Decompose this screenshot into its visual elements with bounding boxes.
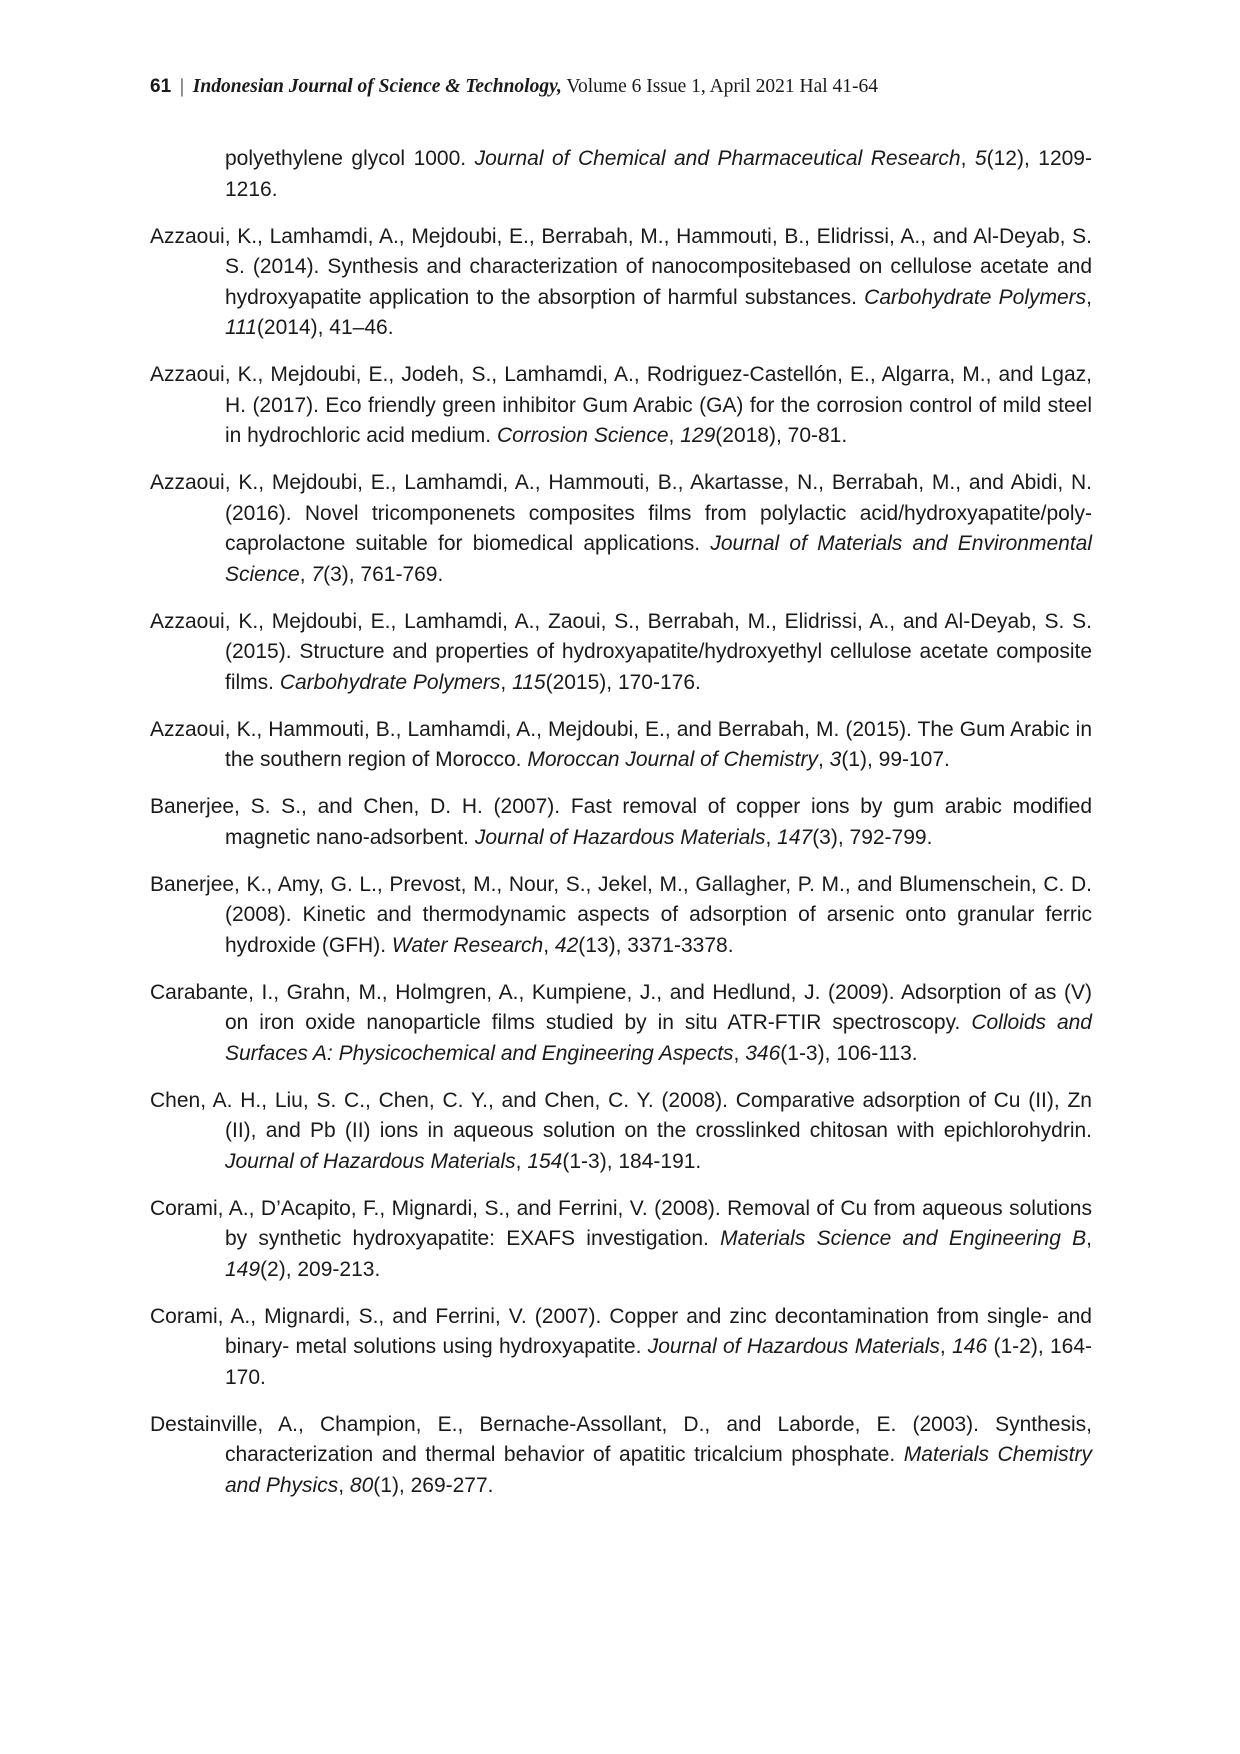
reference-italic-text: Carbohydrate Polymers [864,285,1087,309]
reference-text: , [1086,1227,1092,1250]
page-number: 61 [150,76,172,97]
reference-text: , [817,748,830,771]
reference-italic-text: Colloids and Surfaces A: Physicochemical and Engineering Aspects [225,1011,1092,1065]
reference-entry [150,222,1092,344]
reference-text: (12), 1209-1216. [225,147,1092,201]
reference-entry [150,607,1092,699]
running-header [150,76,878,98]
reference-continuation [150,144,1092,205]
reference-entry [150,1194,1092,1286]
reference-italic-text: Carbohydrate Polymers [279,670,501,694]
reference-italic-text: 3 [829,748,842,771]
reference-entry [150,715,1092,776]
reference-text: , [765,825,778,849]
reference-text: , [338,1473,350,1497]
reference-text: , [515,1149,528,1173]
reference-italic-text: 146 [952,1335,988,1358]
reference-italic-text: Journal of Hazardous Materials [225,1149,516,1173]
reference-text: Destainville, A., Champion, E., Bernache-Assollant, D., and Laborde, E. (2003). Synthesis, characterization and thermal behavior of apatitic tricalcium phosphate. [150,1412,1092,1466]
reference-italic-text: 129 [680,424,716,447]
reference-text: Azzaoui, K., Lamhamdi, A., Mejdoubi, E., Berrabah, M., Hammouti, B., Elidrissi, A., and Al-Deyab, S. S. (2014). Synthesis and characterization of nanocompositebased on cellulose acetate and hydroxyapatite application to the absorption of harmful substances. [150,224,1092,309]
reference-italic-text: 154 [527,1149,563,1173]
reference-text: Azzaoui, K., Hammouti, B., Lamhamdi, A., Mejdoubi, E., and Berrabah, M. (2015). The Gum Arabic in the southern region of Morocco. [150,717,1092,771]
reference-text: Azzaoui, K., Mejdoubi, E., Jodeh, S., Lamhamdi, A., Rodriguez-Castellón, E., Algarra, M., and Lgaz, H. (2017). Eco friendly green inhibitor Gum Arabic (GA) for the corrosion control of mild steel in hydrochloric acid medium. [150,363,1092,447]
journal-name: Indonesian Journal of Science & Technology, [192,76,562,97]
reference-italic-text: Materials Science and Engineering B [720,1227,1087,1250]
reference-italic-text: Materials Chemistry and Physics [225,1443,1092,1497]
reference-text: , [500,670,513,694]
header-separator: | [180,76,184,97]
reference-italic-text: 7 [311,562,324,586]
reference-text: Azzaoui, K., Mejdoubi, E., Lamhamdi, A., Zaoui, S., Berrabah, M., Elidrissi, A., and Al-Deyab, S. S. (2015). Structure and properties of hydroxyapatite/hydroxyethyl cellulose acetate composite films. [150,609,1092,694]
reference-text: , [733,1041,746,1065]
reference-text: (2018), 70-81. [715,424,848,447]
reference-italic-text: 5 [974,147,987,170]
reference-text: Azzaoui, K., Mejdoubi, E., Lamhamdi, A., Hammouti, B., Akartasse, N., Berrabah, M., and Abidi, N. (2016). Novel tricomponenets composites films from polylactic acid/hydroxyapatite/poly-caprolactone suitable for biomedical applications. [150,471,1092,555]
reference-entry [150,1410,1092,1502]
reference-text: (2015), 170-176. [545,670,701,694]
issue-info: Volume 6 Issue 1, April 2021 Hal 41-64 [561,76,879,97]
reference-text: , [299,562,312,586]
reference-text: (1-2), 164-170. [225,1335,1093,1389]
reference-text: Chen, A. H., Liu, S. C., Chen, C. Y., and Chen, C. Y. (2008). Comparative adsorption of Cu (II), Zn (II), and Pb (II) ions in aqueous solution on the crosslinked chitosan with epichlorohydrin. [150,1088,1092,1142]
reference-italic-text: 42 [554,933,579,957]
reference-text: (3), 761-769. [323,562,444,586]
reference-entry [150,978,1092,1070]
reference-italic-text: 346 [745,1041,781,1065]
reference-italic-text: Journal of Materials and Environmental Science [225,532,1092,586]
reference-italic-text: 80 [349,1473,374,1497]
reference-italic-text: 149 [225,1257,261,1281]
reference-entry [150,1086,1092,1178]
reference-text: Banerjee, S. S., and Chen, D. H. (2007). Fast removal of copper ions by gum arabic modified magnetic nano-adsorbent. [150,795,1092,849]
reference-italic-text: 147 [777,825,813,849]
reference-text: Corami, A., Mignardi, S., and Ferrini, V. (2007). Copper and zinc decontamination from single- and binary- metal solutions using hydroxyapatite. [150,1304,1092,1358]
reference-text: (3), 792-799. [812,825,933,849]
reference-text: (2), 209-213. [260,1257,381,1281]
reference-entry [150,360,1092,452]
reference-italic-text: Corrosion Science [496,424,669,447]
reference-text: , [668,424,681,447]
reference-entry [150,870,1092,962]
reference-text: Carabante, I., Grahn, M., Holmgren, A., Kumpiene, J., and Hedlund, J. (2009). Adsorption of as (V) on iron oxide nanoparticle films studied by in situ ATR-FTIR spectroscopy. [150,980,1092,1034]
reference-italic-text: Water Research [391,933,544,957]
reference-text: (1-3), 106-113. [780,1041,918,1065]
reference-list [150,144,1092,1518]
reference-text: (2014), 41–46. [256,316,394,339]
reference-text: Corami, A., D’Acapito, F., Mignardi, S., and Ferrini, V. (2008). Removal of Cu from aqueous solutions by synthetic hydroxyapatite: EXAFS investigation. [150,1196,1092,1250]
reference-text: polyethylene glycol 1000. [225,147,475,170]
reference-entry [150,1302,1092,1394]
reference-italic-text: Journal of Chemical and Pharmaceutical Research [474,147,961,170]
reference-italic-text: 115 [512,670,546,694]
reference-text: , [543,933,555,957]
reference-italic-text: Journal of Hazardous Materials [474,825,766,849]
reference-entry [150,468,1092,590]
reference-text: (1), 99-107. [841,748,950,771]
reference-entry [150,792,1092,853]
reference-italic-text: 111 [225,316,257,339]
reference-text: (1-3), 184-191. [562,1149,702,1173]
reference-italic-text: Moroccan Journal of Chemistry [527,748,818,771]
reference-text: , [960,147,975,170]
reference-text: (1), 269-277. [373,1473,494,1497]
reference-text: Banerjee, K., Amy, G. L., Prevost, M., Nour, S., Jekel, M., Gallagher, P. M., and Blumenschein, C. D. (2008). Kinetic and thermodynamic aspects of adsorption of arsenic onto granular ferric hydroxide (GFH). [150,872,1092,957]
reference-text: , [1086,285,1092,309]
reference-italic-text: Journal of Hazardous Materials [647,1335,940,1358]
reference-text: , [939,1335,953,1358]
reference-text: (13), 3371-3378. [578,933,734,957]
